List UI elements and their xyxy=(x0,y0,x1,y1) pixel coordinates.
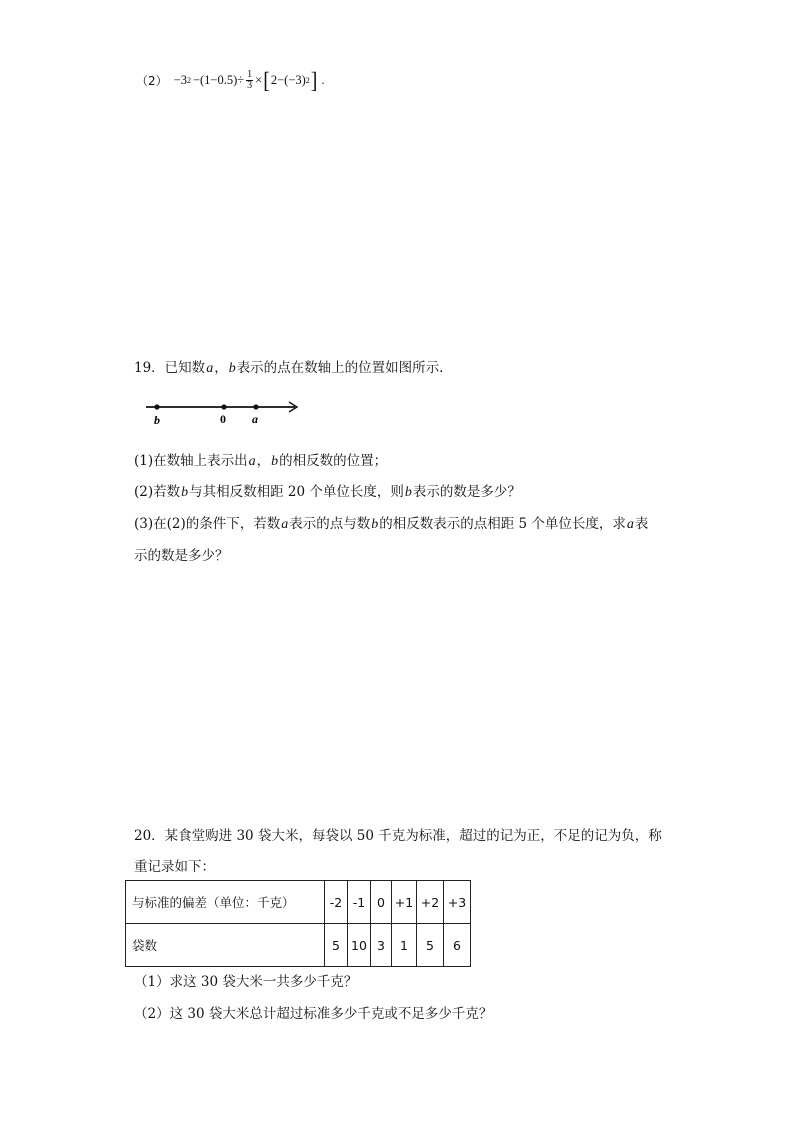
left-bracket: [ xyxy=(263,67,270,94)
var-b: b xyxy=(371,517,379,532)
q20-part2: （2）这 30 袋大米总计超过标准多少千克或不足多少千克？ xyxy=(134,1006,493,1022)
table-row xyxy=(126,881,471,924)
var-b: b xyxy=(271,454,279,469)
number-line-figure xyxy=(140,396,305,430)
point-zero xyxy=(221,404,226,409)
q19-part2 xyxy=(134,482,521,503)
expr-term-2: −(1−0.5)÷ xyxy=(192,73,245,87)
var-a: a xyxy=(626,517,634,532)
expr-exponent-1: 2 xyxy=(186,76,191,85)
table-cell: 5 xyxy=(417,924,444,967)
q19-part1-comma: ， xyxy=(256,453,271,469)
q19-part2-text-1: (2)若数 xyxy=(134,484,181,500)
expr-term-4: 2−(−3) xyxy=(270,73,306,87)
table-row-header: 袋数 xyxy=(126,924,325,967)
q19-part3-text-3: 的相反数表示的点相距 5 个单位长度，求 xyxy=(379,516,626,532)
fraction-numerator: 1 xyxy=(247,69,253,80)
expr-exponent-2: 2 xyxy=(305,76,310,85)
deviation-table xyxy=(125,880,471,967)
point-a xyxy=(253,404,258,409)
table-row-header: 与标准的偏差（单位：千克） xyxy=(126,881,325,924)
fraction-denominator: 3 xyxy=(247,80,253,91)
q19-part3-text-1: (3)在(2)的条件下，若数 xyxy=(134,516,281,532)
right-bracket: ] xyxy=(310,67,318,94)
q20-stem-line1: 20．某食堂购进 30 袋大米，每袋以 50 千克为标准，超过的记为正，不足的记为负，称 xyxy=(134,828,662,844)
q19-part1-text-1: (1)在数轴上表示出 xyxy=(134,453,248,469)
table-cell: +3 xyxy=(444,881,471,924)
q19-stem-comma: ， xyxy=(214,360,228,376)
var-a: a xyxy=(248,454,256,469)
label-zero: 0 xyxy=(220,412,226,426)
expr-fraction xyxy=(246,70,253,91)
q19-stem-text-1: 19．已知数 xyxy=(134,360,206,376)
q19-stem xyxy=(134,358,443,379)
q19-part3-text-4: 表 xyxy=(634,516,649,532)
var-b: b xyxy=(181,485,189,500)
table-row xyxy=(126,924,471,967)
label-b: b xyxy=(154,413,160,427)
q19-stem-text-2: 表示的点在数轴上的位置如图所示. xyxy=(236,360,444,376)
q19-part3-line2: 示的数是多少？ xyxy=(134,548,229,564)
var-a: a xyxy=(281,517,289,532)
table-cell: -1 xyxy=(348,881,371,924)
table-cell: 6 xyxy=(444,924,471,967)
var-a: a xyxy=(206,361,214,376)
q19-part2-text-2: 与其相反数相距 20 个单位长度，则 xyxy=(189,484,404,500)
table-cell: 5 xyxy=(325,924,348,967)
table-cell: +2 xyxy=(417,881,444,924)
expr-term-1: −3 xyxy=(173,73,187,87)
expr-times: × xyxy=(255,73,263,87)
table-cell: +1 xyxy=(392,881,417,924)
q19-part1 xyxy=(134,451,387,472)
q19-part2-text-3: 表示的数是多少？ xyxy=(412,484,521,500)
q18-part2-expression xyxy=(136,67,325,94)
table-cell: 1 xyxy=(392,924,417,967)
expr-period: . xyxy=(321,73,325,87)
q19-part3 xyxy=(134,514,648,535)
q18-part2-label: （2） xyxy=(136,74,168,88)
q19-part1-text-2: 的相反数的位置； xyxy=(279,453,388,469)
table-cell: 0 xyxy=(371,881,392,924)
q20-stem-line2: 重记录如下： xyxy=(134,859,215,875)
point-b xyxy=(154,404,159,409)
q19-part3-text-2: 表示的点与数 xyxy=(289,516,371,532)
var-b: b xyxy=(404,485,412,500)
table-cell: 3 xyxy=(371,924,392,967)
var-b: b xyxy=(228,361,236,376)
table-cell: 10 xyxy=(348,924,371,967)
label-a: a xyxy=(252,412,258,426)
q20-part1: （1）求这 30 袋大米一共多少千克？ xyxy=(134,974,358,990)
table-cell: -2 xyxy=(325,881,348,924)
